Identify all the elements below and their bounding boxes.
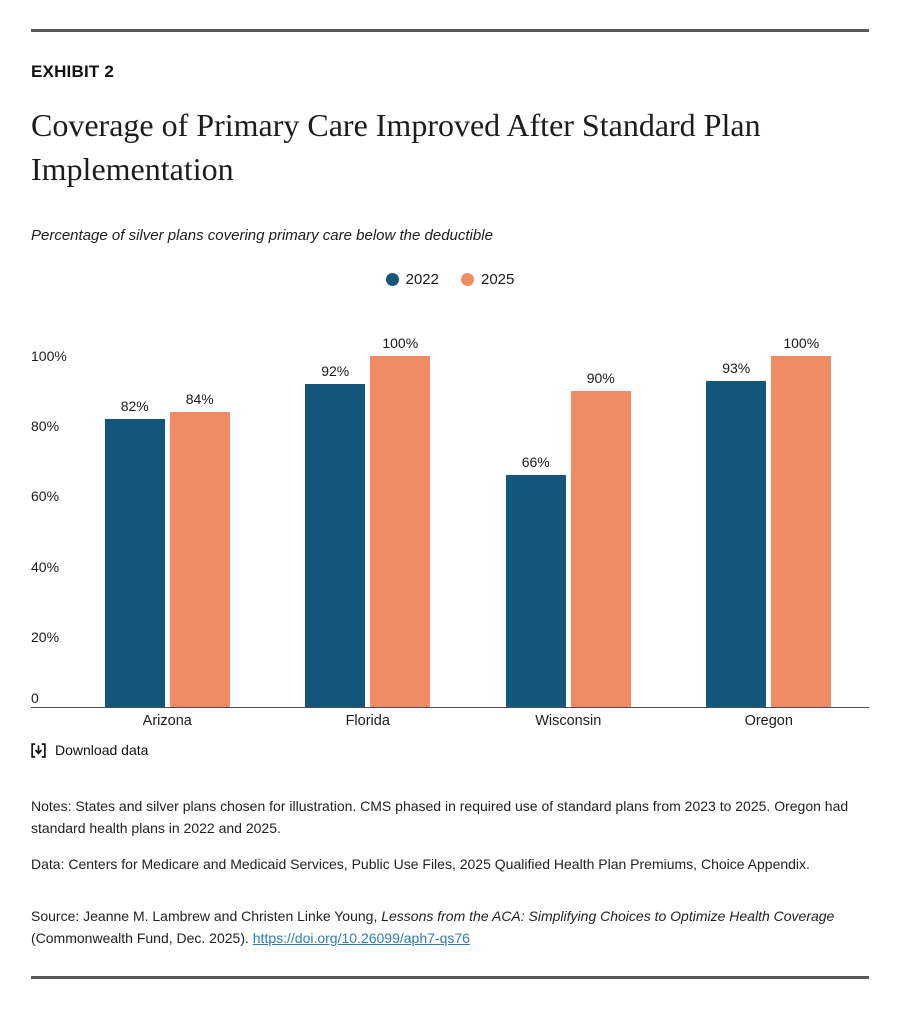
legend-label: 2022 bbox=[405, 271, 439, 288]
legend-item-2025 bbox=[461, 271, 514, 288]
chart-subtitle: Percentage of silver plans covering primary care below the deductible bbox=[31, 227, 493, 244]
bar-2025-florida bbox=[370, 335, 430, 707]
x-axis-label-arizona: Arizona bbox=[142, 713, 192, 729]
bar-value-label: 92% bbox=[321, 363, 350, 380]
bar-2025-arizona bbox=[170, 391, 230, 707]
x-axis-label-oregon: Oregon bbox=[744, 713, 793, 729]
bar-2022-arizona bbox=[105, 398, 165, 707]
legend-dot-icon bbox=[386, 273, 399, 286]
bar-value-label: 84% bbox=[185, 391, 214, 408]
bar-value-label: 93% bbox=[722, 359, 751, 376]
y-axis-tick: 100% bbox=[31, 348, 67, 364]
exhibit-label: EXHIBIT 2 bbox=[31, 62, 115, 81]
x-axis-label-florida: Florida bbox=[345, 713, 390, 729]
y-axis-tick: 60% bbox=[31, 488, 60, 505]
doi-link[interactable]: https://doi.org/10.26099/aph7-qs76 bbox=[252, 929, 470, 946]
bar-group-oregon bbox=[669, 335, 870, 707]
bar-group-wisconsin bbox=[468, 356, 669, 707]
source-prefix: Source: Jeanne M. Lambrew and Christen Linke Young, bbox=[31, 907, 382, 924]
y-axis-tick: 80% bbox=[31, 418, 60, 435]
y-axis-tick: 40% bbox=[31, 558, 60, 575]
bar-value-label: 100% bbox=[783, 335, 820, 351]
bar-2025-oregon bbox=[771, 335, 831, 707]
download-data-button[interactable] bbox=[31, 742, 148, 758]
chart-title: Coverage of Primary Care Improved After Standard Plan Implementation bbox=[31, 107, 761, 187]
y-axis-tick: 20% bbox=[31, 628, 60, 645]
download-icon bbox=[31, 743, 46, 758]
data-source-text: Data: Centers for Medicare and Medicaid Services, Public Use Files, 2025 Qualified Health Plan Premiums, Choice Appendix. bbox=[31, 855, 810, 872]
legend-item-2022 bbox=[386, 271, 439, 288]
bar-value-label: 100% bbox=[382, 335, 419, 351]
bar-2022-oregon bbox=[706, 359, 766, 707]
source-report-title: Lessons from the ACA: Simplifying Choices to Optimize Health Coverage bbox=[381, 907, 835, 924]
chart-plot-area bbox=[31, 335, 869, 708]
chart-legend bbox=[31, 271, 869, 288]
bar-2022-wisconsin bbox=[506, 454, 566, 707]
source-text bbox=[31, 905, 843, 949]
bar-group-arizona bbox=[67, 356, 268, 707]
legend-dot-icon bbox=[461, 273, 474, 286]
bottom-rule bbox=[31, 976, 869, 979]
bar-2025-wisconsin bbox=[571, 370, 631, 707]
bar-chart bbox=[31, 335, 869, 729]
bar-value-label: 90% bbox=[586, 370, 615, 387]
bar-value-label: 82% bbox=[120, 398, 149, 415]
x-axis-label-wisconsin: Wisconsin bbox=[535, 713, 602, 729]
download-label: Download data bbox=[55, 742, 149, 758]
bar-value-label: 66% bbox=[521, 454, 550, 471]
y-axis-tick: 0 bbox=[31, 690, 39, 706]
source-suffix: (Commonwealth Fund, Dec. 2025). bbox=[31, 929, 253, 946]
x-axis bbox=[31, 713, 869, 729]
bars-container bbox=[67, 335, 869, 707]
bar-2022-florida bbox=[305, 363, 365, 707]
bar-group-florida bbox=[268, 335, 469, 707]
notes-text: Notes: States and silver plans chosen for illustration. CMS phased in required use of standard plans from 2023 to 2025. Oregon had standard health plans in 2022 and 2025. bbox=[31, 797, 849, 836]
top-rule bbox=[31, 29, 869, 32]
legend-label: 2025 bbox=[481, 271, 515, 288]
